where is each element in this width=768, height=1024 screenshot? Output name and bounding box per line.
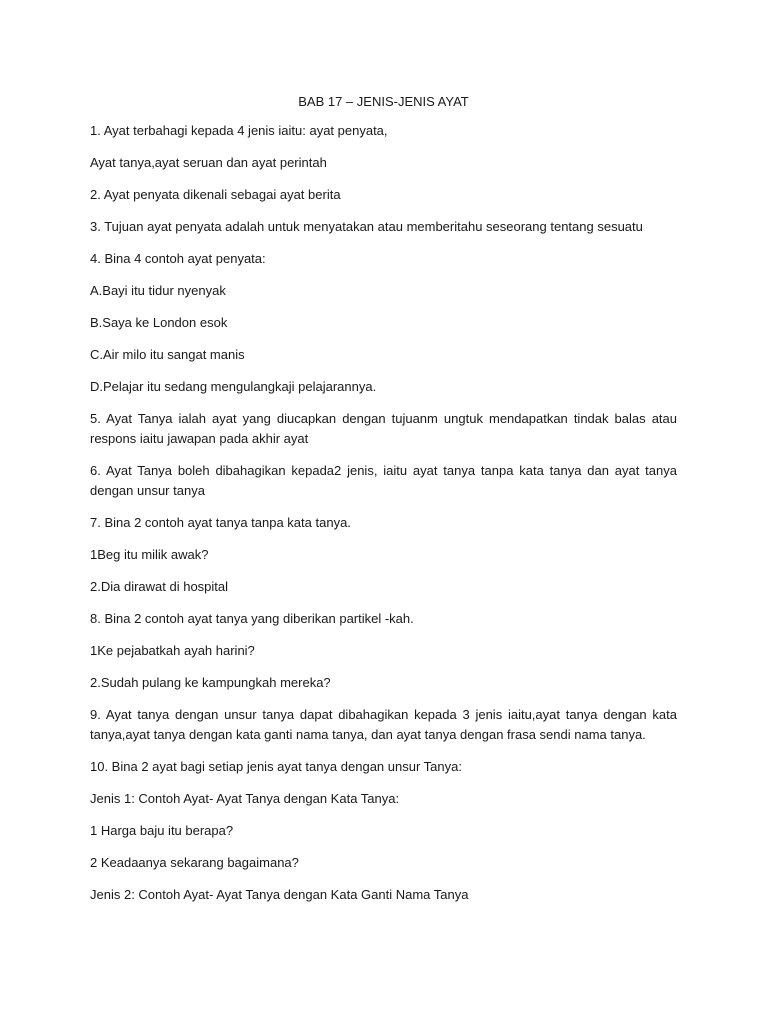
paragraph-7: 7. Bina 2 contoh ayat tanya tanpa kata tanya. bbox=[90, 515, 351, 530]
example-a: A.Bayi itu tidur nyenyak bbox=[90, 283, 226, 298]
paragraph-2: Ayat tanya,ayat seruan dan ayat perintah bbox=[90, 155, 327, 170]
document-title: BAB 17 – JENIS-JENIS AYAT bbox=[298, 94, 469, 109]
jenis-1-heading: Jenis 1: Contoh Ayat- Ayat Tanya dengan Kata Tanya: bbox=[90, 791, 400, 806]
jenis-1-example-2: 2 Keadaanya sekarang bagaimana? bbox=[90, 855, 299, 870]
paragraph-ayat-tanya-types: 6. Ayat Tanya boleh dibahagikan kepada2 jenis, iaitu ayat tanya tanpa kata tanya dan ayat tanya dengan unsur tanya bbox=[90, 463, 677, 498]
paragraph-3: 2. Ayat penyata dikenali sebagai ayat berita bbox=[90, 187, 341, 202]
example-c: C.Air milo itu sangat manis bbox=[90, 347, 245, 362]
paragraph-8: 8. Bina 2 contoh ayat tanya yang diberikan partikel -kah. bbox=[90, 611, 414, 626]
paragraph-ayat-tanya-definition: 5. Ayat Tanya ialah ayat yang diucapkan dengan tujuanm ungtuk mendapatkan tindak balas atau respons iaitu jawapan pada akhir ayat bbox=[90, 411, 677, 446]
jenis-1-example-1: 1 Harga baju itu berapa? bbox=[90, 823, 234, 838]
document-page bbox=[90, 94, 677, 917]
example-8-2: 2.Sudah pulang ke kampungkah mereka? bbox=[90, 675, 331, 690]
example-7-2: 2.Dia dirawat di hospital bbox=[90, 579, 229, 594]
paragraph-1: 1. Ayat terbahagi kepada 4 jenis iaitu: ayat penyata, bbox=[90, 123, 388, 138]
example-b: B.Saya ke London esok bbox=[90, 315, 228, 330]
paragraph-4: 3. Tujuan ayat penyata adalah untuk menyatakan atau memberitahu seseorang tentang sesuatu bbox=[90, 219, 643, 234]
paragraph-5: 4. Bina 4 contoh ayat penyata: bbox=[90, 251, 266, 266]
jenis-2-heading: Jenis 2: Contoh Ayat- Ayat Tanya dengan Kata Ganti Nama Tanya bbox=[90, 887, 469, 902]
paragraph-10: 10. Bina 2 ayat bagi setiap jenis ayat tanya dengan unsur Tanya: bbox=[90, 759, 462, 774]
example-d: D.Pelajar itu sedang mengulangkaji pelajarannya. bbox=[90, 379, 377, 394]
example-8-1: 1Ke pejabatkah ayah harini? bbox=[90, 643, 255, 658]
paragraph-9: 9. Ayat tanya dengan unsur tanya dapat dibahagikan kepada 3 jenis iaitu,ayat tanya dengan kata tanya,ayat tanya dengan kata ganti nama tanya, dan ayat tanya dengan frasa sendi nama tanya. bbox=[90, 707, 677, 742]
example-7-1: 1Beg itu milik awak? bbox=[90, 547, 209, 562]
